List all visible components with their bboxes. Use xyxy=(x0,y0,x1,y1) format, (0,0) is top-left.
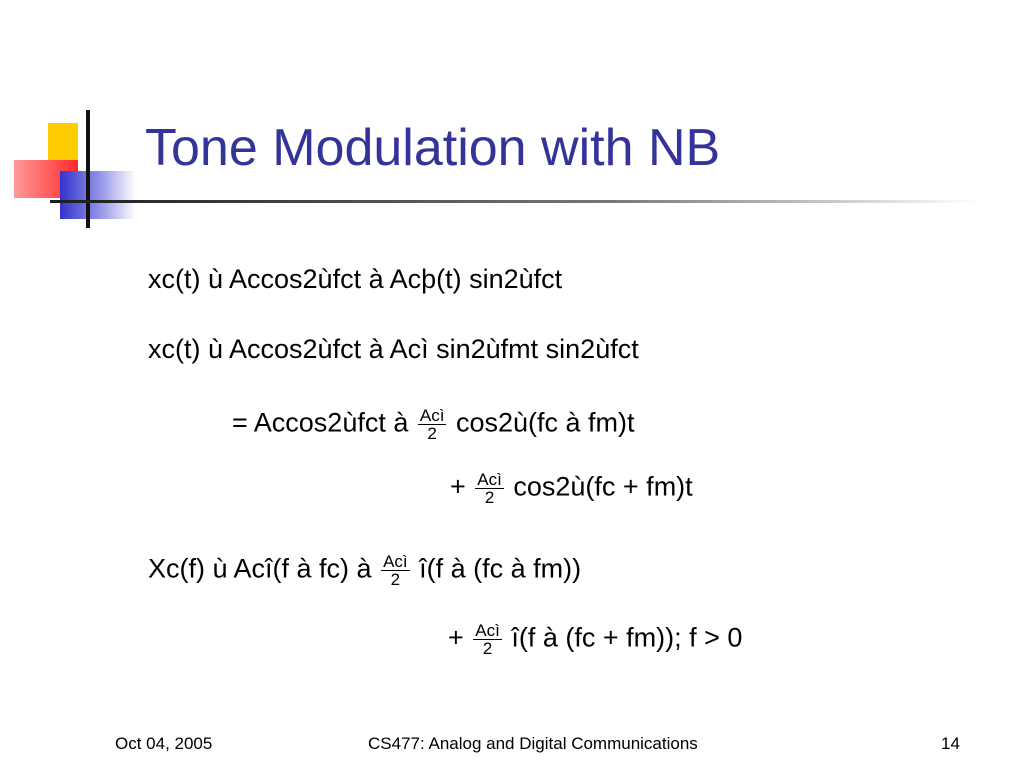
equation-line-6 xyxy=(448,622,742,657)
slide-title: Tone Modulation with NB xyxy=(145,119,721,177)
equation-line-3 xyxy=(232,407,635,442)
eq5-right: î(f à (fc à fm)) xyxy=(419,553,582,584)
eq3-fraction-num: Acì xyxy=(419,406,445,425)
footer-page-number: 14 xyxy=(941,734,960,753)
eq3-fraction-den: 2 xyxy=(427,424,437,443)
eq6-right: î(f à (fc + fm)); f > 0 xyxy=(511,622,743,653)
footer-course: CS477: Analog and Digital Communications xyxy=(368,734,698,753)
eq5-left: Xc(f) ù Acî(f à fc) à xyxy=(148,553,372,584)
eq5-fraction-num: Acì xyxy=(383,552,408,571)
eq3-right: cos2ù(fc à fm)t xyxy=(455,407,635,438)
eq4-fraction-den: 2 xyxy=(484,488,495,507)
eq6-fraction xyxy=(473,622,502,657)
vertical-accent-line xyxy=(86,110,90,228)
eq4-right: cos2ù(fc + fm)t xyxy=(513,471,693,502)
title-underline xyxy=(50,200,980,203)
equation-line-1: xc(t) ù Accos2ùfct à Acþ(t) sin2ùfct xyxy=(148,264,563,294)
equation-line-4 xyxy=(450,471,693,506)
equation-line-5 xyxy=(148,553,581,588)
footer-date: Oct 04, 2005 xyxy=(115,734,213,753)
eq6-fraction-num: Acì xyxy=(475,621,500,640)
eq5-fraction xyxy=(381,553,410,588)
eq4-fraction-num: Acì xyxy=(477,470,502,489)
eq3-left: = Accos2ùfct à xyxy=(232,407,409,438)
eq6-fraction-den: 2 xyxy=(482,639,493,658)
eq3-fraction xyxy=(418,407,447,442)
blue-square xyxy=(60,171,136,219)
equation-line-2: xc(t) ù Accos2ùfct à Acì sin2ùfmt sin2ùfct xyxy=(148,334,639,364)
eq6-left: + xyxy=(448,622,464,653)
eq5-fraction-den: 2 xyxy=(390,570,401,589)
eq4-left: + xyxy=(450,471,466,502)
eq4-fraction xyxy=(475,471,504,506)
